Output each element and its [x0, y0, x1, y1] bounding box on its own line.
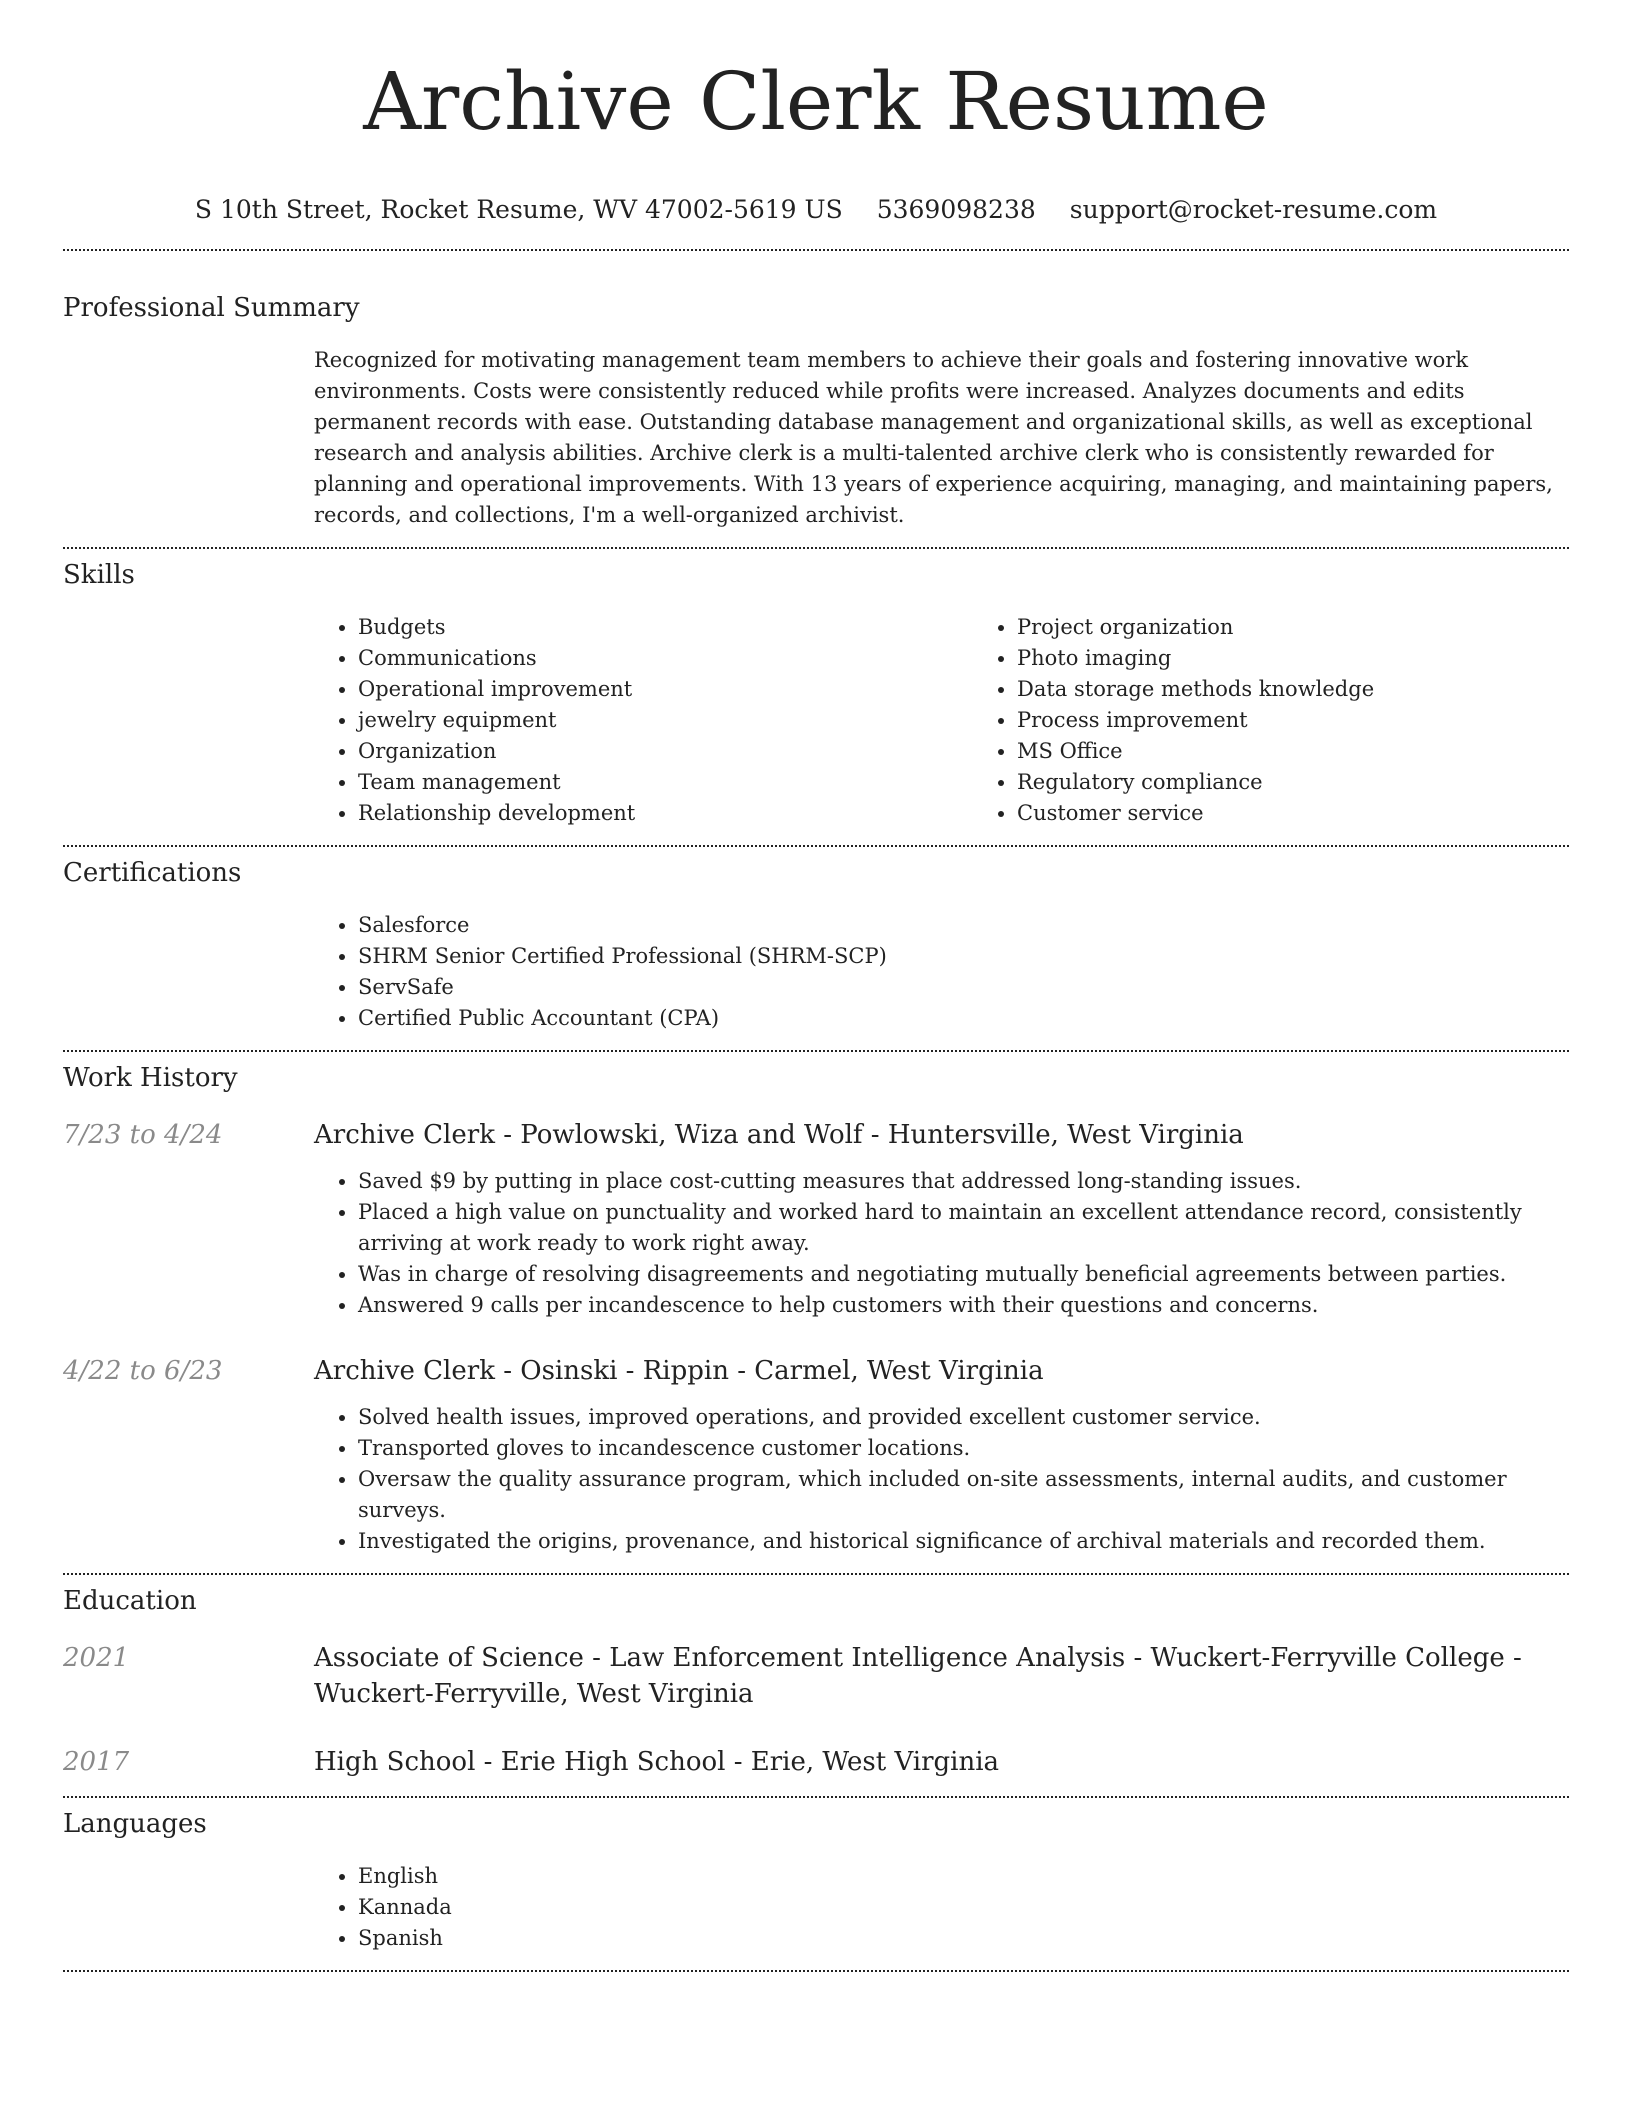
school: - Wuckert-Ferryville College - Wuckert-Ferryville, West Virginia: [314, 1643, 1522, 1709]
list-item: • Salesforce: [358, 910, 1569, 941]
section-title-summary: Professional Summary: [63, 293, 360, 323]
list-item: • Data storage methods knowledge: [1017, 674, 1632, 705]
list-item: • jewelry equipment: [358, 705, 973, 736]
certifications-section: [0, 847, 1632, 1034]
list-item: • Organization: [358, 736, 973, 767]
page-title: Archive Clerk Resume: [363, 55, 1269, 148]
summary-text: Recognized for motivating management team members to achieve their goals and fostering innovative work environments. Costs were consistently reduced while profits were increased. Analyzes documents and edits permanent records with ease. Outstanding database management and organizational skills, as well as exceptional research and analysis abilities. Archive clerk is a multi-talented archive clerk who is consistently rewarded for planning and operational improvements. With 13 years of experience acquiring, managing, and maintaining papers, records, and collections, I'm a well-organized archivist.: [314, 348, 1553, 527]
list-item: • Transported gloves to incandescence customer locations.: [358, 1433, 1569, 1464]
education-year: 2021: [63, 1643, 130, 1673]
list-item: • Team management: [358, 767, 973, 798]
section-title-certifications: Certifications: [63, 858, 242, 888]
school: - Erie High School - Erie, West Virginia: [475, 1747, 1000, 1777]
job-employer: - Osinski - Rippin - Carmel, West Virginia: [494, 1356, 1044, 1386]
list-item: • Communications: [358, 643, 973, 674]
skills-list-left: [314, 612, 973, 829]
list-item: • Budgets: [358, 612, 973, 643]
job-bullets: [314, 1166, 1569, 1321]
job-title: Archive Clerk: [314, 1120, 495, 1150]
section-title-skills: Skills: [63, 560, 135, 590]
list-item: • Investigated the origins, provenance, and historical significance of archival materials and recorded them.: [358, 1526, 1569, 1557]
job-heading: [314, 1353, 1569, 1389]
job-body: [314, 1353, 1569, 1557]
phone: 5369098238: [876, 195, 1036, 224]
list-item: • Kannada: [358, 1892, 1569, 1923]
address: S 10th Street, Rocket Resume, WV 47002-5619 US: [194, 195, 843, 224]
list-item: • Spanish: [358, 1923, 1569, 1954]
languages-list: [314, 1861, 1569, 1954]
skills-list-right: [973, 612, 1632, 829]
skills-columns: [314, 612, 1569, 829]
list-item: • Oversaw the quality assurance program, which included on-site assessments, internal audits, and customer surveys.: [358, 1464, 1569, 1526]
list-item: • SHRM Senior Certified Professional (SHRM-SCP): [358, 941, 1569, 972]
job-dates: 7/23 to 4/24: [63, 1120, 223, 1150]
list-item: • MS Office: [1017, 736, 1632, 767]
section-title-work-history: Work History: [63, 1063, 238, 1093]
list-item: • Photo imaging: [1017, 643, 1632, 674]
divider: [63, 1970, 1569, 1972]
languages-section: [0, 1798, 1632, 1954]
education-section: [0, 1575, 1632, 1780]
job-dates: 4/22 to 6/23: [63, 1356, 223, 1386]
education-entry: [63, 1640, 1569, 1712]
degree: High School: [314, 1747, 476, 1777]
languages-content: [314, 1861, 1569, 1954]
education-heading: [314, 1640, 1569, 1712]
skills-section: [0, 549, 1632, 829]
list-item: • Process improvement: [1017, 705, 1632, 736]
job-entry: [63, 1353, 1569, 1557]
list-item: • Operational improvement: [358, 674, 973, 705]
job-bullets: [314, 1402, 1569, 1557]
list-item: • Project organization: [1017, 612, 1632, 643]
list-item: • English: [358, 1861, 1569, 1892]
list-item: • Solved health issues, improved operations, and provided excellent customer service.: [358, 1402, 1569, 1433]
job-heading: [314, 1117, 1569, 1153]
list-item: • Placed a high value on punctuality and worked hard to maintain an excellent attendance record, consistently arriving at work ready to work right away.: [358, 1197, 1569, 1259]
contact-line: [0, 192, 1632, 228]
email: support@rocket-resume.com: [1069, 195, 1438, 224]
job-body: [314, 1117, 1569, 1321]
list-item: • Relationship development: [358, 798, 973, 829]
certifications-list: [314, 910, 1569, 1034]
list-item: • Regulatory compliance: [1017, 767, 1632, 798]
list-item: • Saved $9 by putting in place cost-cutting measures that addressed long-standing issues.: [358, 1166, 1569, 1197]
education-entry: [63, 1744, 1569, 1780]
certifications-content: [314, 910, 1569, 1034]
education-heading: [314, 1744, 1569, 1780]
work-history-section: [0, 1052, 1632, 1557]
list-item: • Certified Public Accountant (CPA): [358, 1003, 1569, 1034]
job-title: Archive Clerk: [314, 1356, 495, 1386]
section-title-education: Education: [63, 1586, 197, 1616]
list-item: • ServSafe: [358, 972, 1569, 1003]
section-title-languages: Languages: [63, 1809, 207, 1839]
degree: Associate of Science - Law Enforcement Intelligence Analysis: [314, 1643, 1126, 1673]
list-item: • Customer service: [1017, 798, 1632, 829]
list-item: • Was in charge of resolving disagreements and negotiating mutually beneficial agreements between parties.: [358, 1259, 1569, 1290]
summary-section: [0, 251, 1632, 531]
list-item: • Answered 9 calls per incandescence to help customers with their questions and concerns.: [358, 1290, 1569, 1321]
job-employer: - Powlowski, Wiza and Wolf - Huntersville, West Virginia: [494, 1120, 1244, 1150]
job-entry: [63, 1117, 1569, 1321]
education-year: 2017: [63, 1747, 130, 1777]
